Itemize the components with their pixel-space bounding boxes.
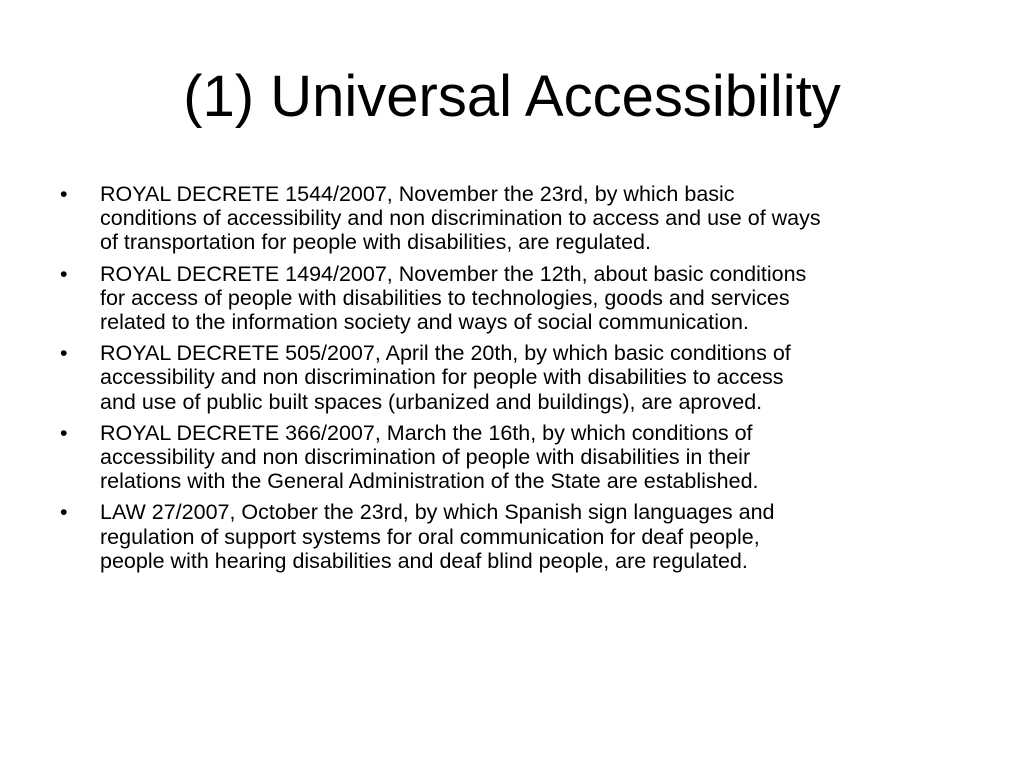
bullet-text: ROYAL DECRETE 366/2007, March the 16th, by which conditions of accessibility and non discrimination of people with disabilities in their relations with the General Administration of the State are established. — [100, 420, 759, 494]
bullet-marker: • — [60, 500, 68, 525]
bullet-list — [58, 182, 968, 580]
bullet-marker: • — [60, 420, 68, 445]
bullet-text: ROYAL DECRETE 1494/2007, November the 12th, about basic conditions for access of people with disabilities to technologies, goods and services related to the information society and ways of social communication. — [100, 261, 807, 335]
bullet-text: ROYAL DECRETE 1544/2007, November the 23rd, by which basic conditions of accessibility and non discrimination to access and use of ways of transportation for people with disabilities, are regulated. — [100, 182, 821, 255]
bullet-marker: • — [60, 341, 68, 366]
bullet-marker: • — [60, 261, 68, 286]
bullet-marker: • — [60, 182, 68, 206]
bullet-text: ROYAL DECRETE 505/2007, April the 20th, by which basic conditions of accessibility and non discrimination for people with disabilities to access and use of public built spaces (urbanized and buildings), are aproved. — [100, 341, 791, 414]
bullet-item-royal-decrete-366 — [58, 421, 968, 494]
slide-title: (1) Universal Accessibility — [183, 64, 841, 129]
bullet-item-royal-decrete-1494 — [58, 262, 968, 335]
bullet-item-law-27 — [58, 500, 968, 573]
bullet-text: LAW 27/2007, October the 23rd, by which Spanish sign languages and regulation of support systems for oral communication for deaf people, people with hearing disabilities and deaf blind people, are regulated. — [100, 500, 775, 573]
bullet-item-royal-decrete-505 — [58, 341, 968, 414]
bullet-item-royal-decrete-1544 — [58, 182, 968, 255]
